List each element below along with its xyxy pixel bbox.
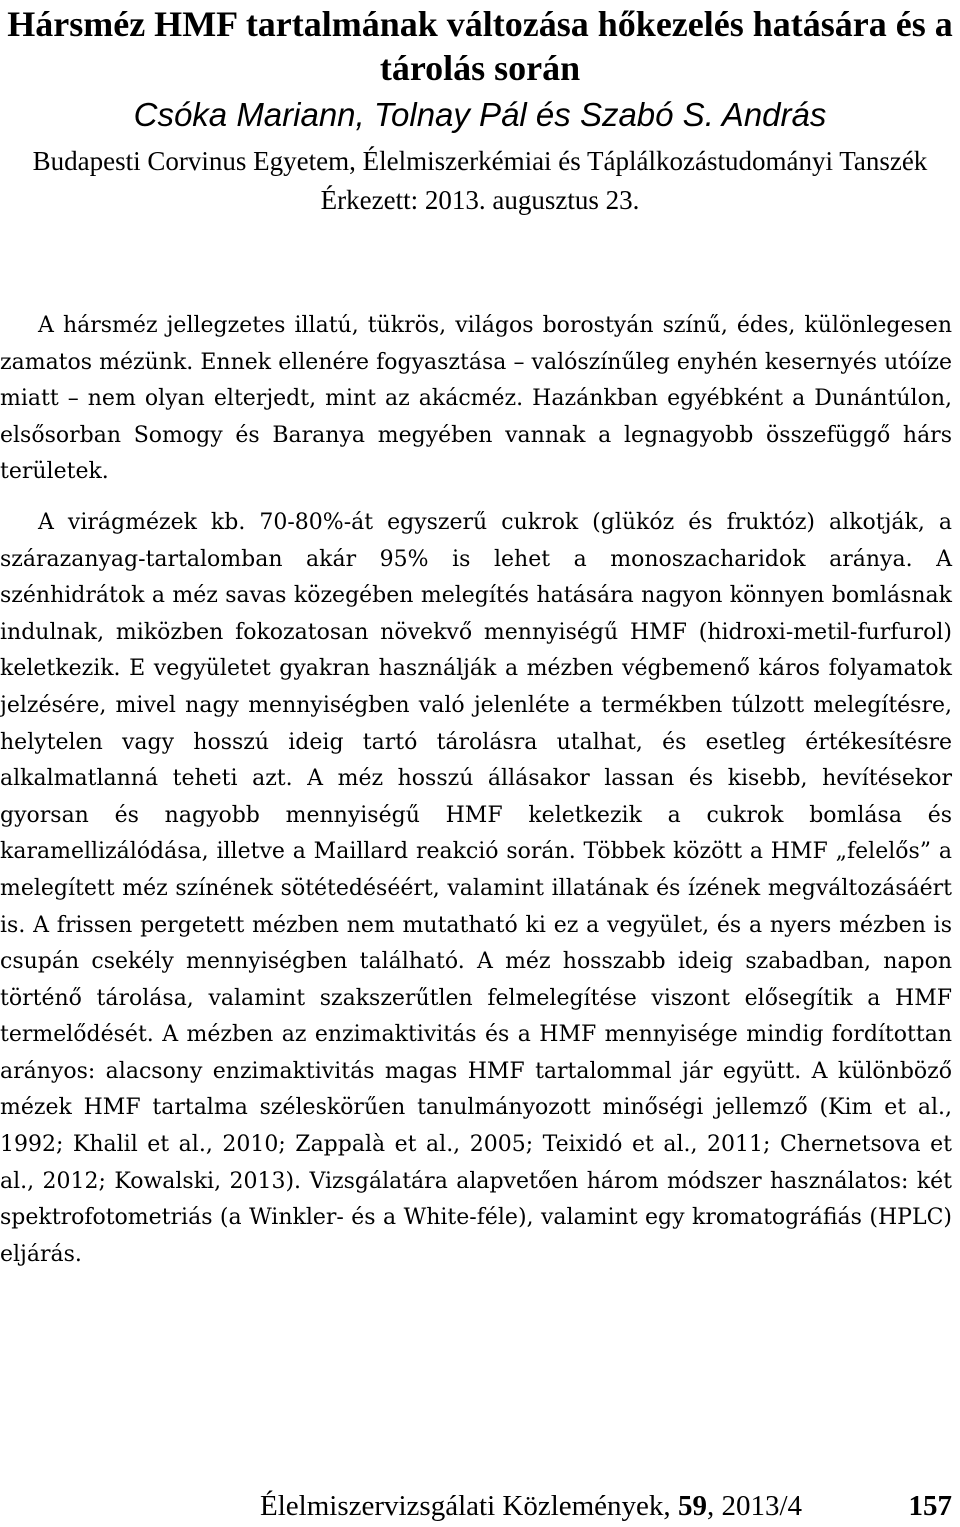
received-date: Érkezett: 2013. augusztus 23. <box>320 185 640 215</box>
article-body <box>0 308 952 1273</box>
page-number: 157 <box>908 1490 952 1522</box>
body-paragraph-1: A hársméz jellegzetes illatú, tükrös, világos borostyán színű, édes, különlegesen zamatos mézünk. Ennek ellenére fogyasztása – valószínűleg enyhén kesernyés utóíze miatt – nem olyan elterjedt, mint az akácméz. Hazánkban egyébként a Dunántúlon, elsősorban Somogy és Baranya megyében vannak a legnagyobb összefüggő hárs területek. <box>0 313 952 485</box>
footer-volume: 59 <box>677 1490 707 1522</box>
article-title: Hársméz HMF tartalmának változása hőkezelés hatására és a tárolás során <box>7 4 953 88</box>
footer-issue: , 2013/4 <box>706 1490 802 1522</box>
body-paragraph-2: A virágmézek kb. 70-80%-át egyszerű cukrok (glükóz és fruktóz) alkotják, a szárazanyag-tartalomban akár 95% is lehet a monoszacharidok aránya. A szénhidrátok a méz savas közegében melegítés hatására nagyon könnyen bomlásnak indulnak, miközben fokozatosan növekvő mennyiségű HMF (hidroxi-metil-furfurol) keletkezik. E vegyületet gyakran használják a mézben végbemenő káros folyamatok jelzésére, mivel nagy mennyiségben való jelenléte a termékben túlzott melegítésre, helytelen vagy hosszú ideig tartó tárolásra utalhat, és esetleg értékesítésre alkalmatlanná teheti azt. A méz hosszú állásakor lassan és kisebb, hevítésekor gyorsan és nagyobb mennyiségű HMF keletkezik a cukrok bomlása és karamellizálódása, illetve a Maillard reakció során. Többek között a HMF „felelős” a melegített méz színének sötétedéséért, valamint illatának és ízének megváltozásáért is. A frissen pergetett mézben nem mutatható ki ez a vegyület, és a nyers mézben is csupán csekély mennyiségben található. A méz hosszabb ideig szabadban, napon történő tárolása, valamint szakszerűtlen felmelegítése viszont elősegítik a HMF termelődését. A mézben az enzimaktivitás és a HMF mennyisége mindig fordítottan arányos: alacsony enzimaktivitás magas HMF tartalommal jár együtt. A különböző mézek HMF tartalma széleskörűen tanulmányozott minőségi jellemző (Kim et al., 1992; Khalil et al., 2010; Zappalà et al., 2005; Teixidó et al., 2011; Chernetsova et al., 2012; Kowalski, 2013). Vizsgálatára alapvetően három módszer használatos: két spektrofotometriás (a Winkler- és a White-féle), valamint egy kromatográfiás (HPLC) eljárás. <box>0 509 952 1267</box>
page-footer <box>0 1488 952 1524</box>
article-authors: Csóka Mariann, Tolnay Pál és Szabó S. András <box>133 96 827 133</box>
footer-journal-name: Élelmiszervizsgálati Közlemények, <box>260 1490 678 1522</box>
author-affiliation: Budapesti Corvinus Egyetem, Élelmiszerkémiai és Táplálkozástudományi Tanszék <box>32 146 928 176</box>
journal-page <box>4 0 956 220</box>
footer-journal-citation <box>260 1488 802 1524</box>
